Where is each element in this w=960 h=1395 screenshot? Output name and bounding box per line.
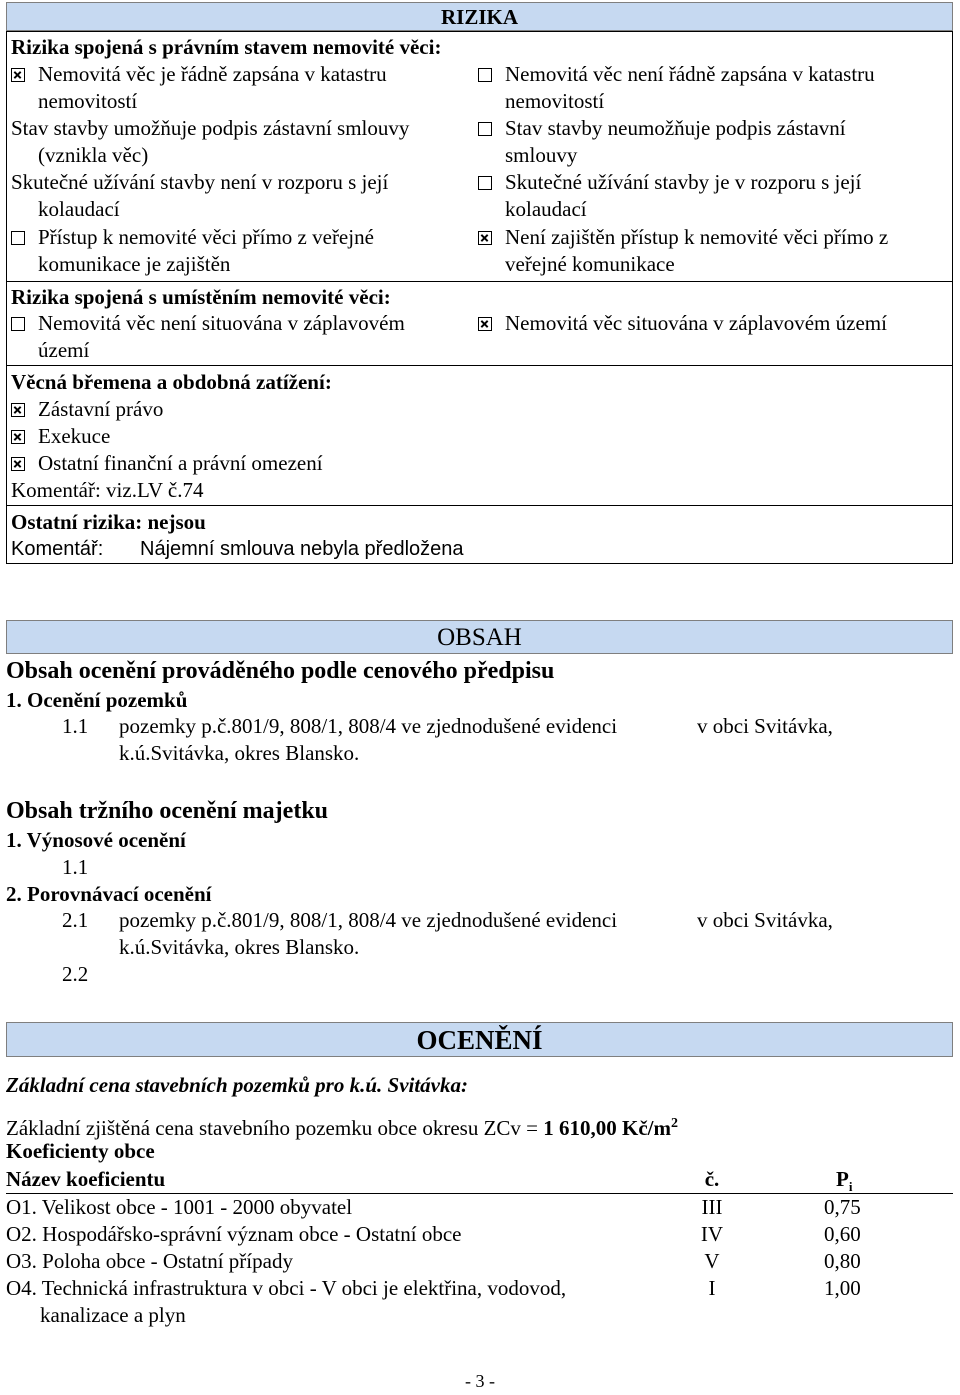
location-left-item[interactable]: Nemovitá věc není situována v záplavovém	[11, 310, 405, 337]
price-item-number: 1.1	[62, 714, 89, 738]
market-item-text: pozemky p.č.801/9, 808/1, 808/4 ve zjednodušené evidenci	[119, 908, 618, 932]
market-item-text-cont: k.ú.Svitávka, okres Blansko.	[119, 935, 360, 959]
coef-row-name: O3. Poloha obce - Ostatní případy	[6, 1249, 293, 1273]
checkbox-checked-icon[interactable]	[478, 317, 492, 331]
legal-left-item-4[interactable]: Přístup k nemovité věci přímo z veřejné	[11, 224, 374, 251]
base-price-unit-sup: 2	[671, 1116, 678, 1131]
coef-row-name-cont: kanalizace a plyn	[40, 1303, 186, 1327]
base-price-text: Základní zjištěná cena stavebního pozemku obce okresu ZCv =	[6, 1116, 539, 1140]
coef-heading: Koeficienty obce	[6, 1139, 155, 1163]
coef-row-name: O4. Technická infrastruktura v obci - V obci je elektřina, vodovod,	[6, 1276, 567, 1300]
base-price-value: 1 610,00 Kč/m	[543, 1116, 671, 1140]
checkbox-checked-icon[interactable]	[11, 457, 25, 471]
legal-left-item-1[interactable]: Nemovitá věc je řádně zapsána v katastru	[11, 61, 387, 88]
other-risks-heading: Ostatní rizika: nejsou	[11, 510, 206, 534]
legal-left-item-3-cont: kolaudací	[38, 197, 120, 221]
checkbox-unchecked-icon[interactable]	[11, 317, 25, 331]
checkbox-unchecked-icon[interactable]	[478, 176, 492, 190]
legal-right-item-2[interactable]: Stav stavby neumožňuje podpis zástavní	[478, 115, 846, 142]
legal-heading: Rizika spojená s právním stavem nemovité věci:	[11, 35, 442, 59]
other-comment-label: Komentář:	[11, 538, 104, 560]
rizika-header	[6, 2, 953, 31]
price-item-text-cont: k.ú.Svitávka, okres Blansko.	[119, 741, 360, 765]
legal-left-item-4-cont: komunikace je zajištěn	[38, 252, 231, 276]
price-subheading: 1. Ocenění pozemků	[6, 688, 188, 712]
market-heading: Obsah tržního ocenění majetku	[6, 798, 329, 824]
market-item-number: 2.1	[62, 908, 89, 932]
legal-right-item-2-cont: smlouvy	[505, 143, 578, 167]
checkbox-checked-icon[interactable]	[11, 403, 25, 417]
checkbox-checked-icon[interactable]	[11, 430, 25, 444]
market-sub1-item-number: 1.1	[62, 855, 89, 879]
checkbox-unchecked-icon[interactable]	[11, 231, 25, 245]
coef-row-p: 0,75	[824, 1195, 861, 1219]
location-left-item-cont: území	[38, 338, 90, 362]
coef-row-p: 0,60	[824, 1222, 861, 1246]
col-num-header: č.	[704, 1167, 720, 1191]
legal-left-item-2-cont: (vznikla věc)	[38, 143, 149, 167]
burden-item[interactable]: Ostatní finanční a právní omezení	[11, 450, 323, 477]
divider	[6, 281, 953, 282]
price-heading: Obsah ocenění prováděného podle cenového předpisu	[6, 658, 555, 684]
location-right-item[interactable]: Nemovitá věc situována v záplavovém území	[478, 310, 887, 337]
legal-right-item-4[interactable]: Není zajištěn přístup k nemovité věci přímo z	[478, 224, 888, 251]
oceneni-header	[6, 1022, 953, 1057]
market-item2-number: 2.2	[62, 962, 89, 986]
legal-right-item-1-cont: nemovitostí	[505, 89, 605, 113]
coef-row-num: III	[701, 1195, 723, 1219]
legal-left-item-2: Stav stavby umožňuje podpis zástavní smlouvy	[11, 116, 410, 140]
legal-right-item-3-cont: kolaudací	[505, 197, 587, 221]
oceneni-title: OCENĚNÍ	[416, 1025, 543, 1055]
obsah-header	[6, 620, 953, 654]
checkbox-checked-icon[interactable]	[11, 68, 25, 82]
checkbox-unchecked-icon[interactable]	[478, 68, 492, 82]
oceneni-subheading: Základní cena stavebních pozemků pro k.ú. Svitávka:	[6, 1073, 468, 1097]
rizika-title: RIZIKA	[440, 5, 519, 29]
coef-row-num: V	[704, 1249, 720, 1273]
divider	[6, 365, 953, 366]
legal-right-item-4-cont: veřejné komunikace	[505, 252, 675, 276]
coef-row-name: O2. Hospodářsko-správní význam obce - Ostatní obce	[6, 1222, 462, 1246]
col-name-header: Název koeficientu	[6, 1167, 166, 1191]
legal-left-item-1-cont: nemovitostí	[38, 89, 138, 113]
burden-item[interactable]: Exekuce	[11, 423, 110, 450]
legal-left-item-3: Skutečné užívání stavby není v rozporu s její	[11, 170, 389, 194]
checkbox-checked-icon[interactable]	[478, 231, 492, 245]
page-number: - 3 -	[465, 1371, 495, 1391]
market-subheading-1: 1. Výnosové ocenění	[6, 828, 186, 852]
other-comment-value: Nájemní smlouva nebyla předložena	[140, 538, 464, 560]
market-item-location: v obci Svitávka,	[697, 908, 833, 932]
coef-row-num: IV	[700, 1222, 724, 1246]
coef-row-name: O1. Velikost obce - 1001 - 2000 obyvatel	[6, 1195, 353, 1219]
market-subheading-2: 2. Porovnávací ocenění	[6, 882, 212, 906]
col-p-header: $P_i$	[836, 1167, 853, 1195]
coef-row-p: 1,00	[824, 1276, 861, 1300]
coef-row-p: 0,80	[824, 1249, 861, 1273]
burden-item[interactable]: Zástavní právo	[11, 396, 163, 423]
obsah-title: OBSAH	[437, 624, 522, 651]
coef-row-num: I	[708, 1276, 716, 1300]
legal-right-item-1[interactable]: Nemovitá věc není řádně zapsána v katastru	[478, 61, 875, 88]
checkbox-unchecked-icon[interactable]	[478, 122, 492, 136]
location-heading: Rizika spojená s umístěním nemovité věci:	[11, 285, 391, 309]
price-item-location: v obci Svitávka,	[697, 714, 833, 738]
burdens-comment: Komentář: viz.LV č.74	[11, 478, 204, 502]
price-item-text: pozemky p.č.801/9, 808/1, 808/4 ve zjednodušené evidenci	[119, 714, 618, 738]
burdens-heading: Věcná břemena a obdobná zatížení:	[11, 370, 332, 394]
divider	[6, 505, 953, 506]
legal-right-item-3[interactable]: Skutečné užívání stavby je v rozporu s její	[478, 169, 861, 196]
